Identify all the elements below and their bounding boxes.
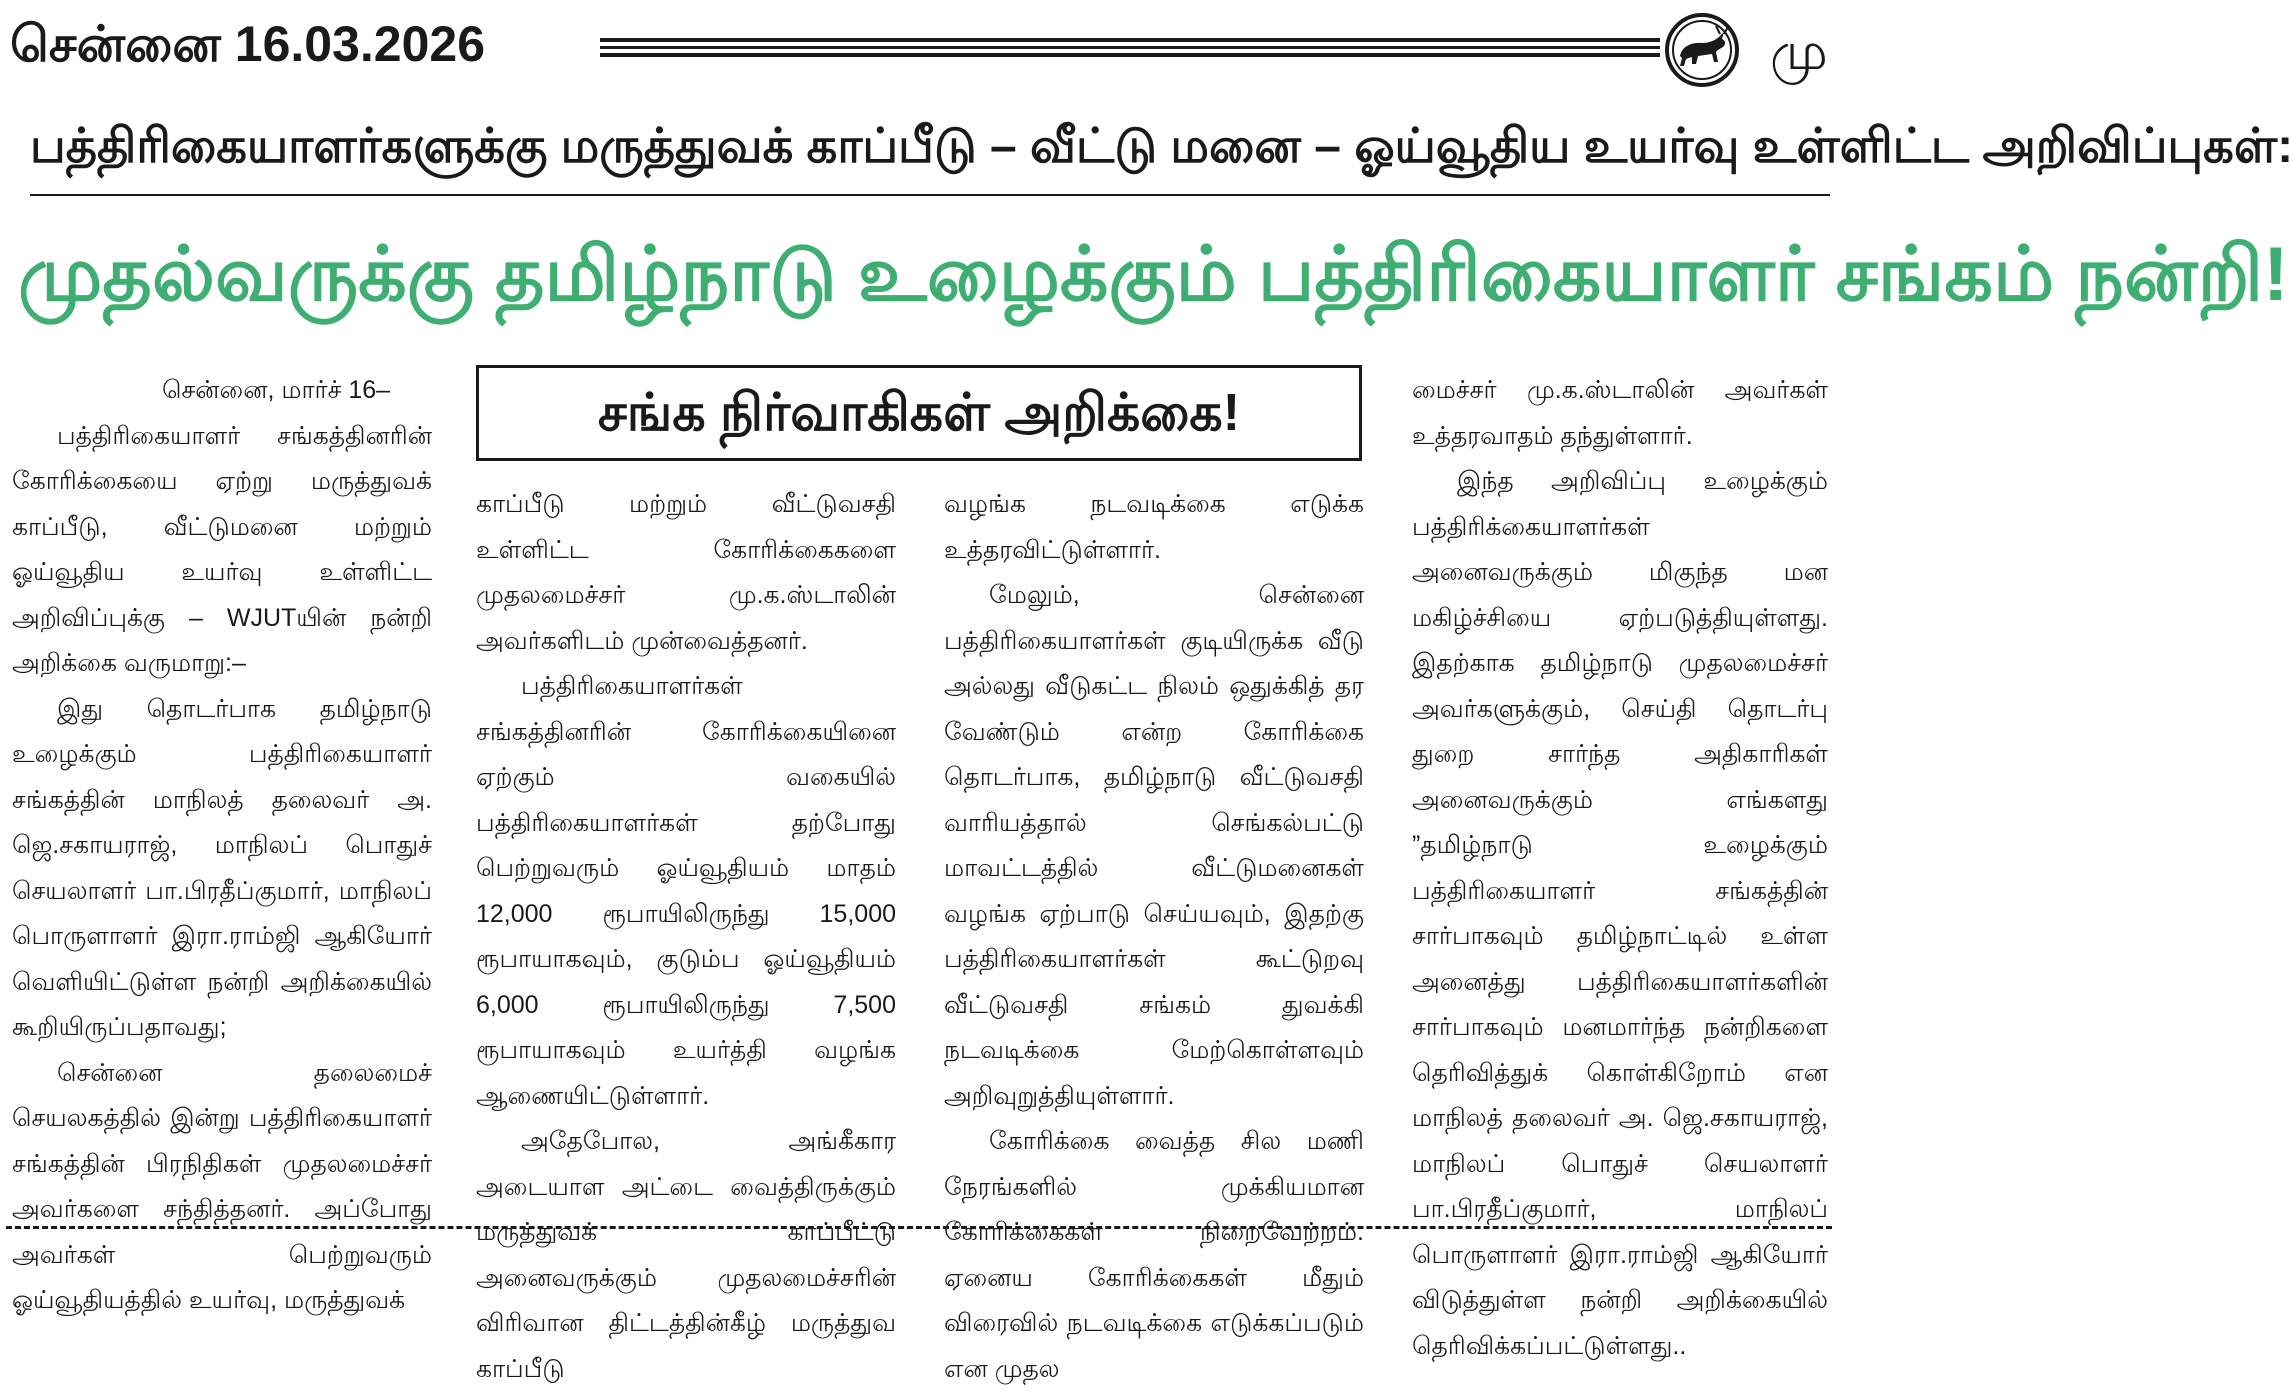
article-column-3 xyxy=(944,482,1364,1383)
masthead-rule xyxy=(600,46,1660,49)
paragraph: சென்னை தலைமைச் செயலகத்தில் இன்று பத்திரிகையாளர் சங்கத்தின் பிரநிதிகள் முதலமைச்சர் அவர்களை சந்தித்தனர். அப்போது அவர்கள் பெற்றுவரும் ஓய்வூதியத்தில் உயர்வு, மருத்துவக் xyxy=(12,1058,432,1314)
masthead xyxy=(0,8,1838,92)
bull-emblem-icon xyxy=(1664,12,1740,88)
main-headline: முதல்வருக்கு தமிழ்நாடு உழைக்கும் பத்திரிகையாளர் சங்கம் நன்றி! xyxy=(18,232,2289,317)
kicker-rule xyxy=(30,194,1830,196)
subhead-box: சங்க நிர்வாகிகள் அறிக்கை! xyxy=(476,365,1362,461)
dateline: சென்னை, மார்ச் 16– xyxy=(162,376,391,404)
paragraph: காப்பீடு மற்றும் வீட்டுவசதி உள்ளிட்ட கோரிக்கைகளை முதலமைச்சர் மு.க.ஸ்டாலின் அவர்களிடம் முன்வைத்தனர். xyxy=(476,490,896,655)
paragraph: மைச்சர் மு.க.ஸ்டாலின் அவர்கள் உத்தரவாதம் தந்துள்ளார். xyxy=(1412,376,1828,450)
bottom-dashed-rule xyxy=(6,1226,1832,1229)
kicker-headline: பத்திரிகையாளர்களுக்கு மருத்துவக் காப்பீடு – வீட்டு மனை – ஓய்வூதிய உயர்வு உள்ளிட்ட அறிவிப்புகள்: xyxy=(30,120,2293,173)
paragraph: பத்திரிகையாளர்கள் சங்கத்தினரின் கோரிக்கையினை ஏற்கும் வகையில் பத்திரிகையாளர்கள் தற்போது பெற்றுவரும் ஓய்வூதியம் மாதம் 12,000 ரூபாயிலிருந்து 15,000 ரூபாயாகவும், குடும்ப ஓய்வூதியம் 6,000 ரூபாயிலிருந்து 7,500 ரூபாயாகவும் உயர்த்தி வழங்க ஆணையிட்டுள்ளார். xyxy=(476,672,896,1110)
paragraph: கோரிக்கை வைத்த சில மணி நேரங்களில் முக்கியமான கோரிக்கைகள் நிறைவேற்றம். ஏனைய கோரிக்கைகள் மீதும் விரைவில் நடவடிக்கை எடுக்கப்படும் என முதல xyxy=(944,1127,1364,1383)
paragraph: இது தொடர்பாக தமிழ்நாடு உழைக்கும் பத்திரிகையாளர் சங்கத்தின் மாநிலத் தலைவர் அ. ஜெ.சகாயராஜ், மாநிலப் பொதுச் செயலாளர் பா.பிரதீப்குமார், மாநிலப் பொருளாளர் இரா.ராம்ஜி ஆகியோர் வெளியிட்டுள்ள நன்றி அறிக்கையில் கூறியிருப்பதாவது; xyxy=(12,694,432,1041)
masthead-place-date: சென்னை 16.03.2026 xyxy=(10,16,486,72)
masthead-rule xyxy=(600,38,1660,42)
article-column-4 xyxy=(1412,368,1828,1360)
article-column-1 xyxy=(12,368,432,1314)
paragraph: வழங்க நடவடிக்கை எடுக்க உத்தரவிட்டுள்ளார். xyxy=(944,490,1364,564)
article-column-2 xyxy=(476,482,896,1383)
paragraph: இந்த அறிவிப்பு உழைக்கும் பத்திரிக்கையாளர்கள் அனைவருக்கும் மிகுந்த மன மகிழ்ச்சியை ஏற்படுத்தியுள்ளது. இதற்காக தமிழ்நாடு முதலமைச்சர் அவர்களுக்கும், செய்தி தொடர்பு துறை சார்ந்த அதிகாரிகள் அனைவருக்கும் எங்களது ”தமிழ்நாடு உழைக்கும் பத்திரிகையாளர் சங்கத்தின் சார்பாகவும் தமிழ்நாட்டில் உள்ள அனைத்து பத்திரிகையாளர்களின் சார்பாகவும் மனமார்ந்த நன்றிகளை தெரிவித்துக் கொள்கிறோம் என மாநிலத் தலைவர் அ. ஜெ.சகாயராஜ், மாநிலப் பொதுச் செயலாளர் பா.பிரதீப்குமார், மாநிலப் பொருளாளர் இரா.ராம்ஜி ஆகியோர் விடுத்துள்ள நன்றி அறிக்கையில் தெரிவிக்கப்பட்டுள்ளது.. xyxy=(1412,467,1828,1360)
paragraph: அதேபோல, அங்கீகார அடையாள அட்டை வைத்திருக்கும் மருத்துவக் காப்பீட்டு அனைவருக்கும் முதலமைச்சரின் விரிவான திட்டத்தின்கீழ் மருத்துவ காப்பீடு xyxy=(476,1127,896,1383)
paragraph: மேலும், சென்னை பத்திரிகையாளர்கள் குடியிருக்க வீடு அல்லது வீடுகட்ட நிலம் ஒதுக்கித் தர வேண்டும் என்ற கோரிக்கை தொடர்பாக, தமிழ்நாடு வீட்டுவசதி வாரியத்தால் செங்கல்பட்டு மாவட்டத்தில் வீட்டுமனைகள் வழங்க ஏற்பாடு செய்யவும், இதற்கு பத்திரிகையாளர்கள் கூட்டுறவு வீட்டுவசதி சங்கம் துவக்கி நடவடிக்கை மேற்கொள்ளவும் அறிவுறுத்தியுள்ளார். xyxy=(944,581,1364,1110)
masthead-rule xyxy=(600,53,1660,57)
masthead-corner-text: மு xyxy=(1770,23,1828,81)
paragraph: பத்திரிகையாளர் சங்கத்தினரின் கோரிக்கையை ஏற்று மருத்துவக் காப்பீடு, வீட்டுமனை மற்றும் ஓய்வூதிய உயர்வு உள்ளிட்ட அறிவிப்புக்கு – WJUTயின் நன்றி அறிக்கை வருமாறு:– xyxy=(12,421,432,677)
